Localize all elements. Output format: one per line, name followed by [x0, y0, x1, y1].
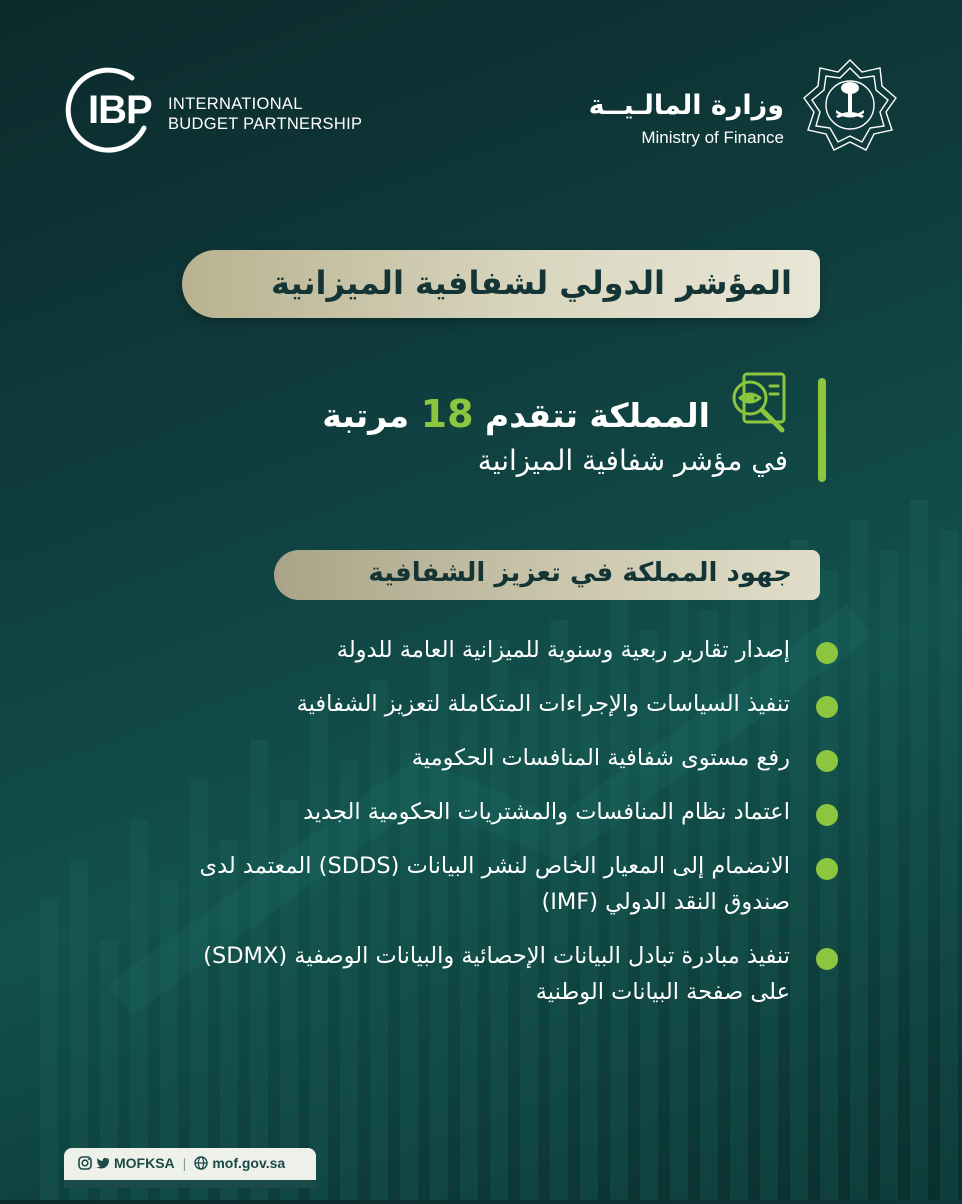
bullet-dot	[816, 858, 838, 880]
footer-contacts	[78, 1155, 285, 1171]
instagram-icon[interactable]	[78, 1156, 92, 1170]
page-title: المؤشر الدولي لشفافية الميزانية	[271, 264, 792, 302]
footer-bar	[64, 1148, 316, 1188]
footer-accent-strip	[64, 1180, 316, 1188]
footer-separator: |	[182, 1155, 187, 1171]
list-item-text: اعتماد نظام المنافسات والمشتريات الحكومية الجديد	[303, 799, 790, 825]
list-item-text: تنفيذ السياسات والإجراءات المتكاملة لتعزيز الشفافية	[296, 691, 790, 717]
list-item-text: رفع مستوى شفافية المنافسات الحكومية	[411, 745, 790, 771]
title-banner	[182, 250, 820, 318]
list-item	[198, 740, 838, 776]
globe-icon	[194, 1156, 208, 1170]
rank-change-number: 18	[420, 392, 474, 436]
headline-suffix: مرتبة	[322, 396, 410, 435]
ministry-name-en: Ministry of Finance	[641, 128, 784, 147]
twitter-icon[interactable]	[96, 1156, 110, 1170]
ibp-name-line2: BUDGET PARTNERSHIP	[168, 115, 363, 133]
website-link[interactable]: mof.gov.sa	[212, 1155, 286, 1171]
section-banner	[274, 550, 820, 600]
ibp-logo-text: IBP	[88, 88, 152, 132]
list-item	[198, 632, 838, 668]
section-title: جهود المملكة في تعزيز الشفافية	[368, 558, 792, 588]
headline-accent-bar	[818, 378, 826, 482]
ministry-emblem-icon	[800, 56, 900, 156]
list-item-text: الانضمام إلى المعيار الخاص لنشر البيانات (SDDS) المعتمد لدى صندوق النقد الدولي (IMF)	[199, 853, 790, 915]
bullet-dot	[816, 696, 838, 718]
ibp-name	[168, 94, 362, 134]
headline-prefix: المملكة تتقدم	[485, 396, 710, 435]
ministry-name-ar: وزارة المالـيــة	[588, 90, 784, 121]
list-item	[198, 938, 838, 1010]
headline-line2: في مؤشر شفافية الميزانية	[477, 444, 788, 477]
headline-line1	[322, 392, 710, 436]
list-item	[198, 848, 838, 920]
bullet-dot	[816, 750, 838, 772]
list-item-text: إصدار تقارير ربعية وسنوية للميزانية العامة للدولة	[336, 637, 790, 663]
bullet-dot	[816, 642, 838, 664]
ministry-logo	[588, 56, 900, 156]
bullet-dot	[816, 948, 838, 970]
ibp-logo	[62, 64, 392, 156]
bullet-dot	[816, 804, 838, 826]
social-handle[interactable]: MOFKSA	[114, 1155, 175, 1171]
ibp-name-line1: INTERNATIONAL	[168, 95, 303, 113]
efforts-list	[198, 632, 838, 1028]
list-item	[198, 686, 838, 722]
list-item	[198, 794, 838, 830]
list-item-text: تنفيذ مبادرة تبادل البيانات الإحصائية والبيانات الوصفية (SDMX) على صفحة البيانات الوطنية	[203, 943, 790, 1005]
magnifier-document-icon	[722, 366, 794, 438]
